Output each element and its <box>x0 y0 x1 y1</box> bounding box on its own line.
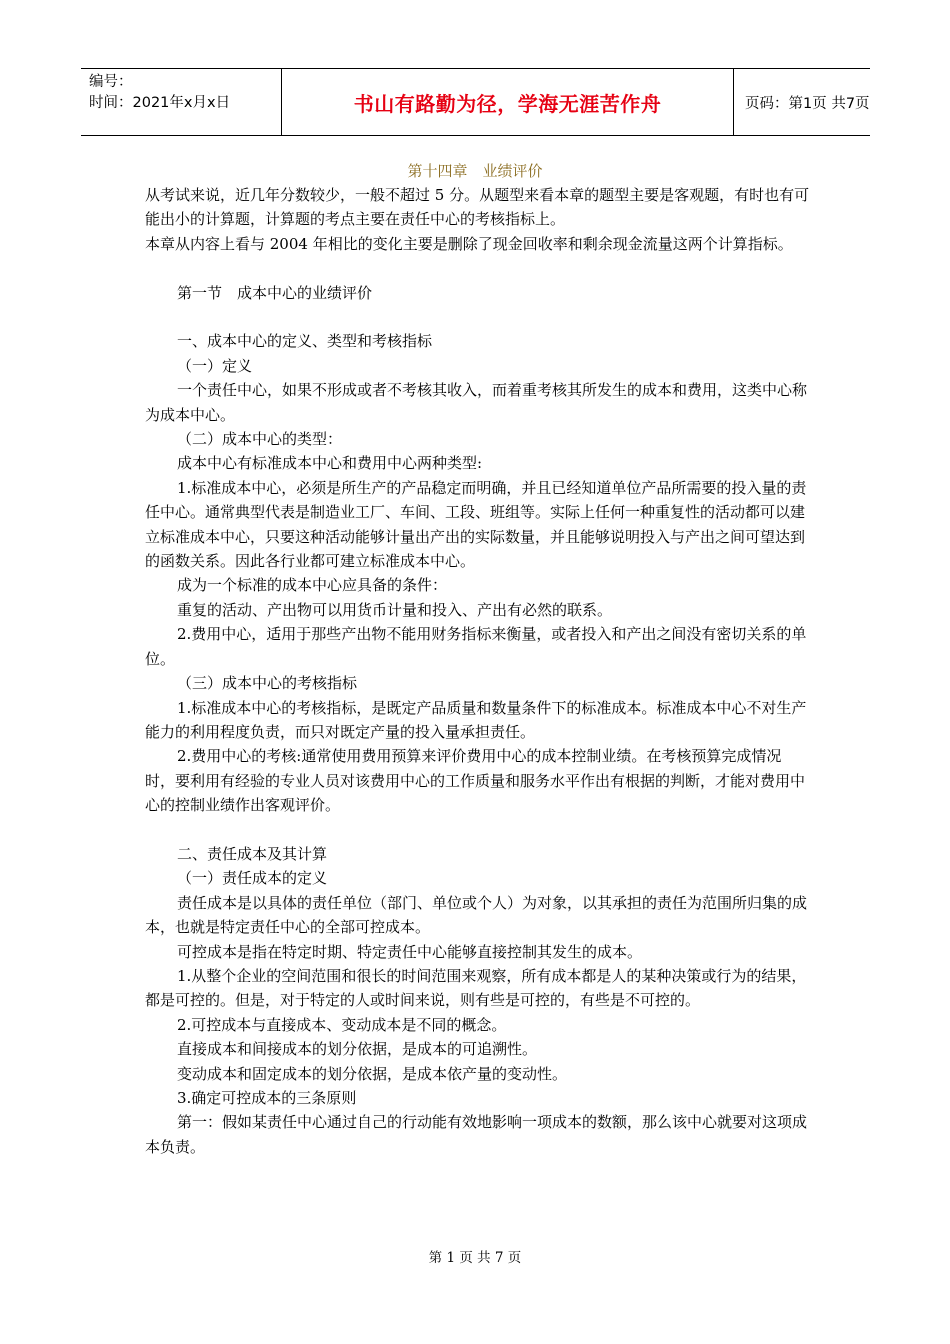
paragraph: （一）定义 <box>177 356 253 375</box>
paragraph: 2.费用中心的考核:通常使用费用预算来评价费用中心的成本控制业绩。在考核预算完成情况时，要利用有经验的专业人员对该费用中心的工作质量和服务水平作出有根据的判断，才能对费用中心的控制业绩作出客观评价。 <box>145 747 806 815</box>
paragraph: 成为一个标准的成本中心应具备的条件： <box>177 576 448 595</box>
document-body <box>145 183 810 1159</box>
paragraph: 重复的活动、产出物可以用货币计量和投入、产出有必然的联系。 <box>177 600 613 619</box>
header-meta <box>81 69 281 135</box>
paragraph: 第一节 成本中心的业绩评价 <box>177 283 373 302</box>
paragraph: 可控成本是指在特定时期、特定责任中心能够直接控制其发生的成本。 <box>177 942 643 961</box>
blank-line <box>145 818 810 842</box>
chapter-title: 第十四章 业绩评价 <box>407 162 543 180</box>
document-time-label: 时间：2021年x月x日 <box>89 95 231 111</box>
paragraph: 一、成本中心的定义、类型和考核指标 <box>177 332 433 351</box>
paragraph: 2.费用中心，适用于那些产出物不能用财务指标来衡量，或者投入和产出之间没有密切关系的单位。 <box>145 625 807 668</box>
paragraph: 本章从内容上看与 2004 年相比的变化主要是删除了现金回收率和剩余现金流量这两个计算指标。 <box>145 234 793 253</box>
paragraph: 变动成本和固定成本的划分依据，是成本依产量的变动性。 <box>177 1064 568 1083</box>
blank-line <box>145 305 810 329</box>
paragraph: 第一：假如某责任中心通过自己的行动能有效地影响一项成本的数额，那么该中心就要对这项成本负责。 <box>145 1113 808 1156</box>
paragraph: 成本中心有标准成本中心和费用中心两种类型: <box>177 454 483 473</box>
paragraph: 一个责任中心，如果不形成或者不考核其收入，而着重考核其所发生的成本和费用，这类中心称为成本中心。 <box>145 381 808 424</box>
paragraph: 责任成本是以具体的责任单位（部门、单位或个人）为对象，以其承担的责任为范围所归集的成本，也就是特定责任中心的全部可控成本。 <box>145 893 808 937</box>
paragraph: （三）成本中心的考核指标 <box>177 674 358 693</box>
paragraph: 1.标准成本中心，必须是所生产的产品稳定而明确，并且已经知道单位产品所需要的投入量的责任中心。通常典型代表是制造业工厂、车间、工段、班组等。实际上任何一种重复性的活动都可以建立标准成本中心，只要这种活动能够计量出产出的实际数量，并且能够说明投入与产出之间可望达到的函数关系。因此各行业都可建立标准成本中心。 <box>145 478 807 571</box>
paragraph: 二、责任成本及其计算 <box>177 844 328 863</box>
paragraph: （二）成本中心的类型： <box>177 430 343 449</box>
paragraph: 1.标准成本中心的考核指标，是既定产品质量和数量条件下的标准成本。标准成本中心不对生产能力的利用程度负责，而只对既定产量的投入量承担责任。 <box>145 698 807 741</box>
paragraph: 从考试来说，近几年分数较少，一般不超过 5 分。从题型来看本章的题型主要是客观题，有时也有可能出小的计算题，计算题的考点主要在责任中心的考核指标上。 <box>145 186 810 229</box>
document-number-label: 编号： <box>89 74 133 90</box>
header-page-info: 页码：第1页 共7页 <box>745 95 870 112</box>
blank-line <box>145 256 810 280</box>
document-header <box>81 68 870 136</box>
header-motto: 书山有路勤为径，学海无涯苦作舟 <box>281 69 734 135</box>
paragraph: （一）责任成本的定义 <box>177 869 328 888</box>
paragraph: 1.从整个企业的空间范围和很长的时间范围来观察，所有成本都是人的某种决策或行为的结果，都是可控的。但是，对于特定的人或时间来说，则有些是可控的，有些是不可控的。 <box>145 966 807 1010</box>
paragraph: 2.可控成本与直接成本、变动成本是不同的概念。 <box>177 1015 507 1034</box>
paragraph: 直接成本和间接成本的划分依据，是成本的可追溯性。 <box>177 1040 538 1059</box>
page-footer: 第 1 页 共 7 页 <box>428 1250 522 1266</box>
paragraph: 3.确定可控成本的三条原则 <box>177 1088 357 1107</box>
